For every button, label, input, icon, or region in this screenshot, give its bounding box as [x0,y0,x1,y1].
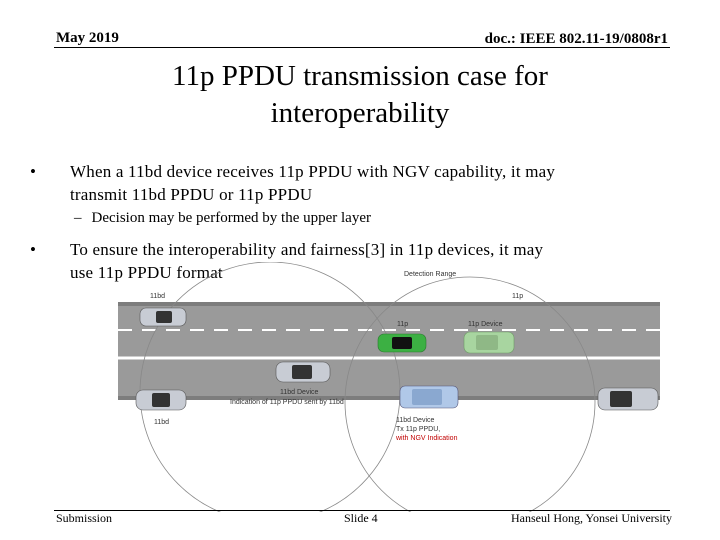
title-line-1: 11p PPDU transmission case for [172,60,548,92]
footer-slide-number: Slide 4 [344,511,378,525]
label-11bd-device-mid-2: Indication of 11p PPDU sent by 11bd [230,399,344,406]
label-11bd-device-mid-1: 11bd Device [280,389,319,396]
bullet-1-line-2: transmit 11bd PPDU or 11p PPDU [70,185,313,204]
bullet-2-line-2: use 11p PPDU format [70,263,223,282]
label-11bd-device-bot-2: Tx 11p PPDU, [396,426,441,433]
car-11p-green [378,334,426,352]
label-11bd-bottom: 11bd [154,419,170,426]
road-shoulder [118,302,660,306]
sub-bullet-1 [74,210,371,227]
footer-author: Hanseul Hong, Yonsei University [511,511,672,525]
header-divider [54,47,670,48]
label-11p-top: 11p [512,293,524,300]
label-detection-range: Detection Range [404,271,457,278]
slide-title [0,58,720,132]
title-line-2: interoperability [270,97,450,129]
interoperability-figure [100,262,670,512]
bullet-2-line-1: To ensure the interoperability and fairness[3] in 11p devices, it may [70,240,544,259]
header-date: May 2019 [56,30,119,46]
label-11p-device: 11p Device [468,321,503,328]
label-11bd-device-bot-1: 11bd Device [396,417,435,424]
car-11bd-device-blue [400,386,458,408]
sub-bullet-1-dash: – [74,210,82,226]
car-11p-device [464,332,514,353]
bullet-1-symbol: • [30,162,36,181]
sub-bullet-1-text: Decision may be performed by the upper layer [91,210,371,226]
footer-submission: Submission [56,511,113,525]
header-doc-id: doc.: IEEE 802.11-19/0808r1 [484,31,668,47]
label-11bd-top: 11bd [150,293,166,300]
bullet-2-symbol: • [30,240,36,259]
car-11bd-device-mid [276,362,330,382]
label-11p-green: 11p [397,321,409,328]
road-shoulder-bottom [118,396,660,400]
car-11bd-bottom-left [136,390,186,410]
bullet-1 [32,160,682,206]
car-bottom-right [598,388,658,410]
label-11bd-device-bot-3: with NGV Indication [396,435,458,442]
car-11bd-top-left [140,308,186,326]
bullet-1-line-1: When a 11bd device receives 11p PPDU with NGV capability, it may [70,162,556,181]
